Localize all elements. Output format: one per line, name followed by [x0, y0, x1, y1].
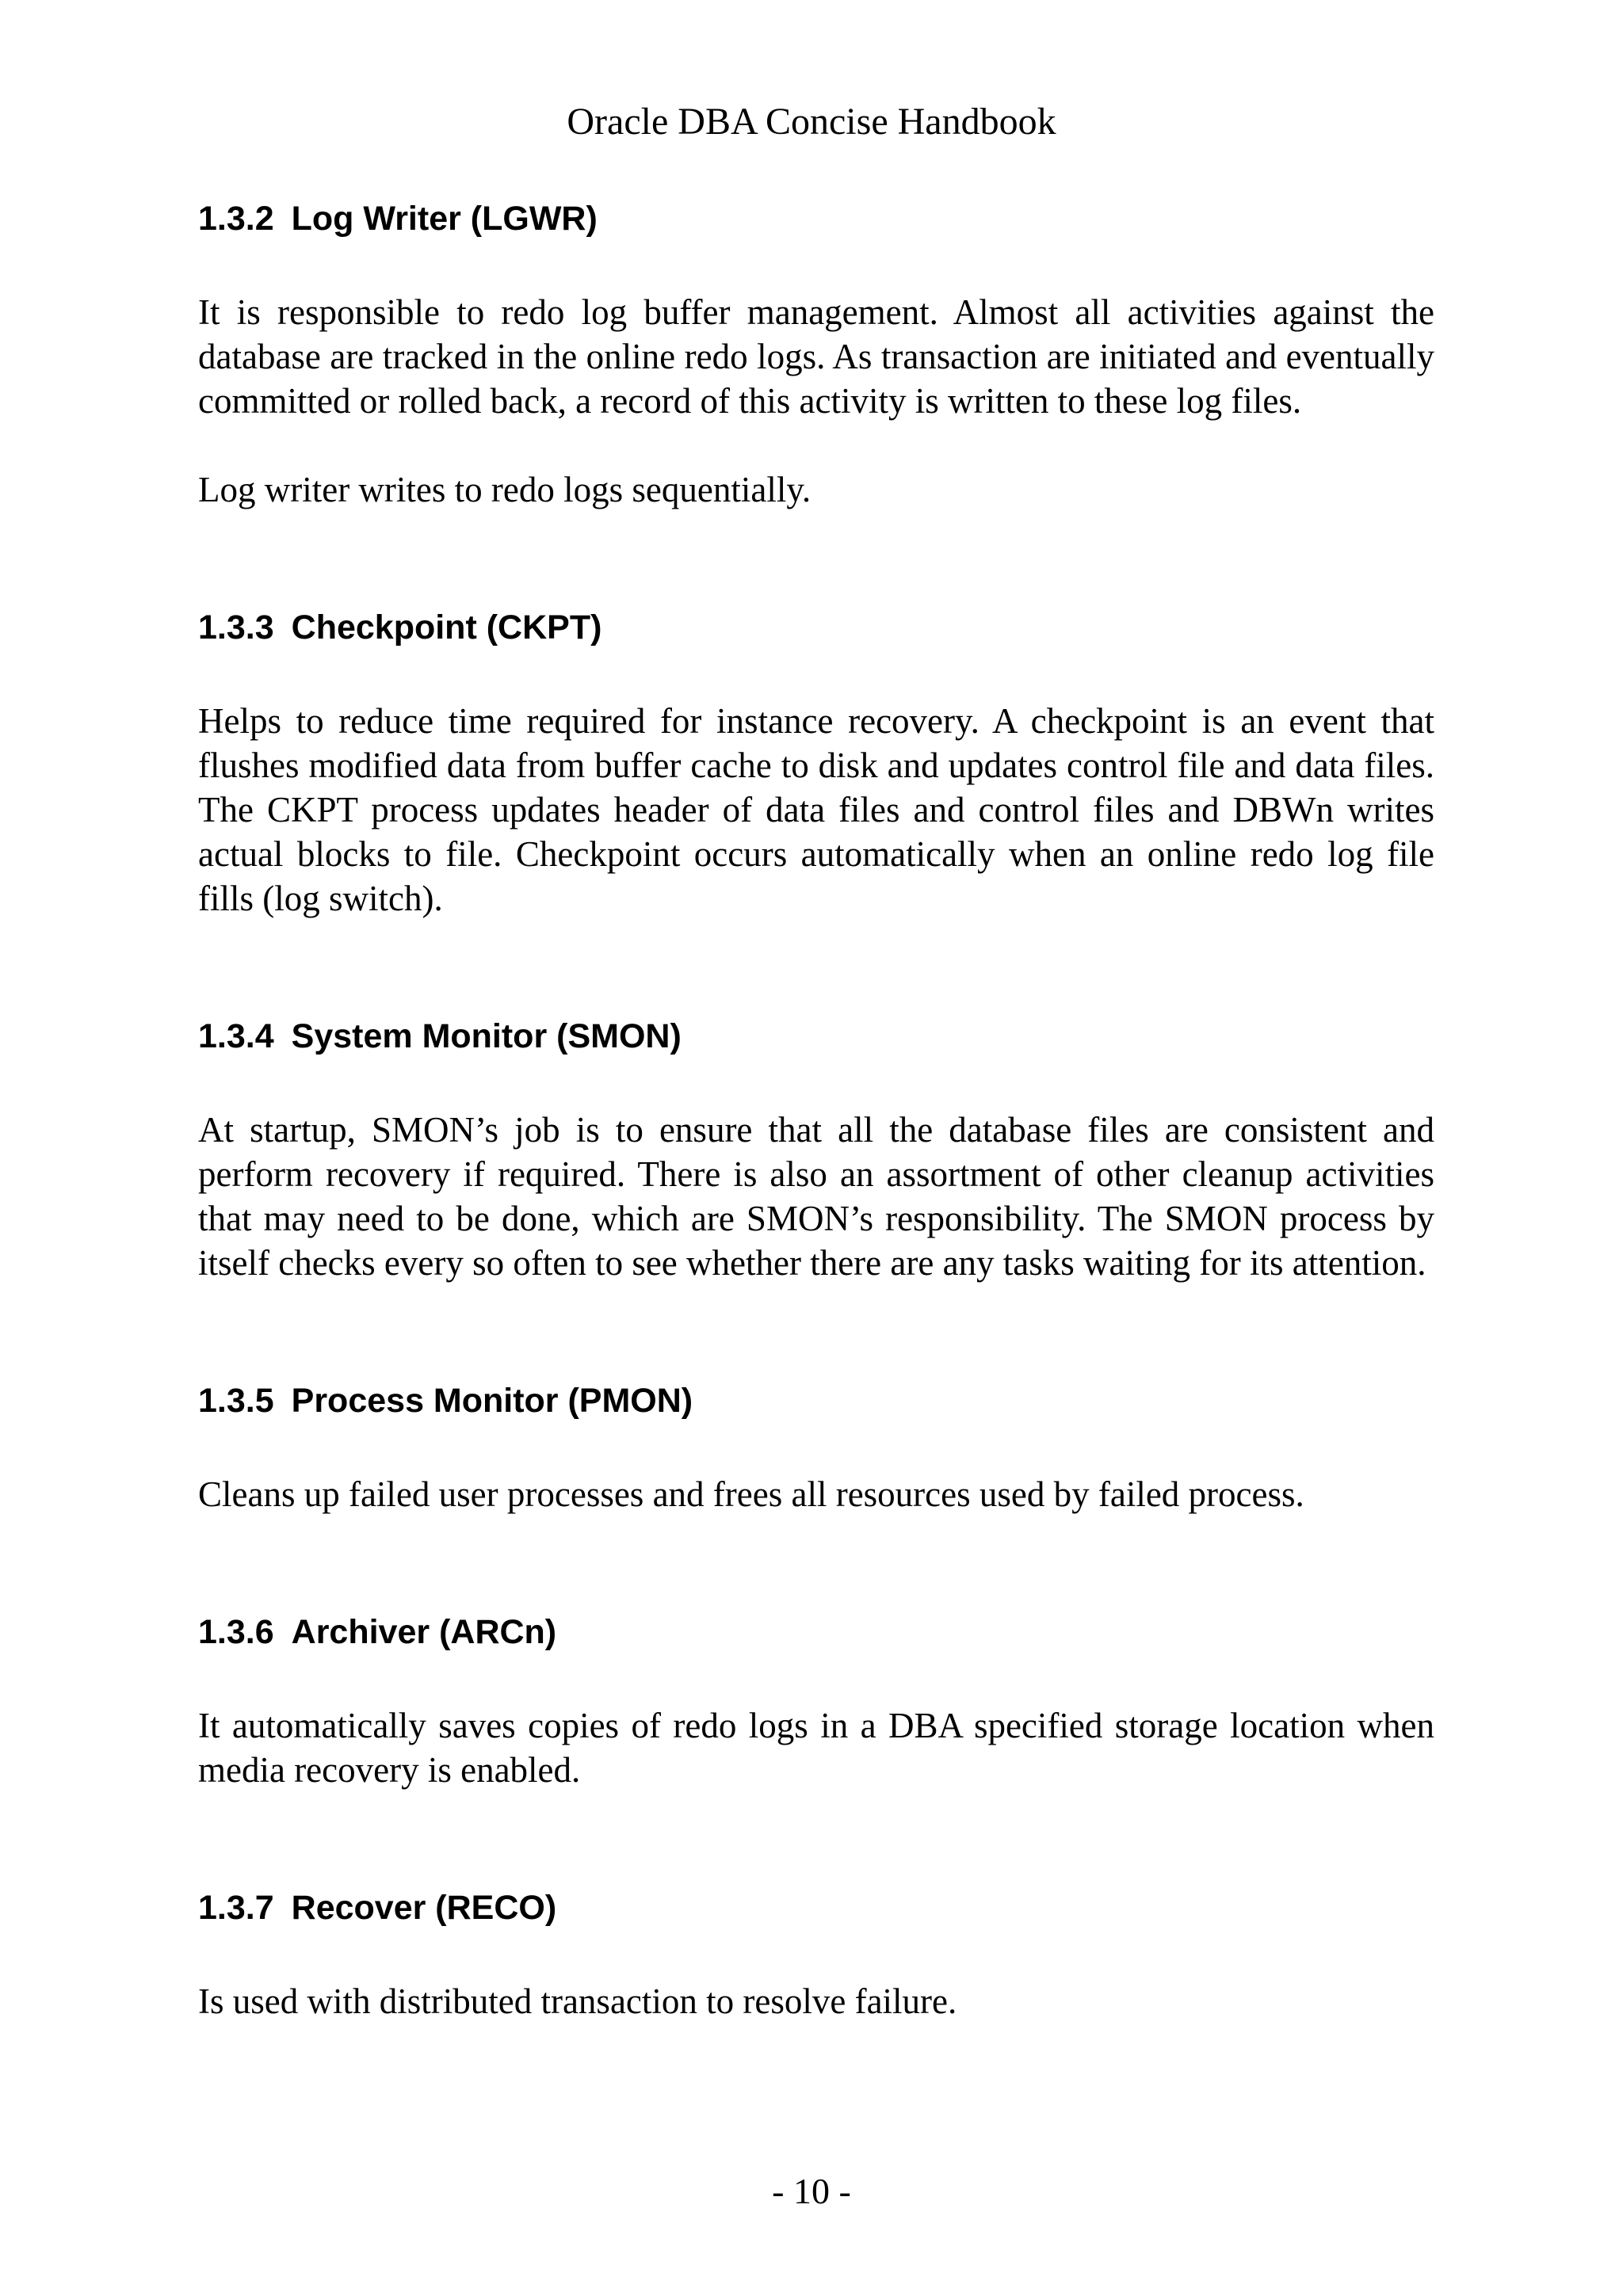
section-process-monitor [198, 1379, 1434, 1516]
section-number: 1.3.2 [198, 200, 274, 238]
section-title: Checkpoint (CKPT) [291, 608, 602, 646]
section-system-monitor [198, 1014, 1434, 1285]
section-heading [198, 1610, 1434, 1654]
section-heading [198, 605, 1434, 650]
section-heading [198, 1379, 1434, 1423]
paragraph: It automatically saves copies of redo logs in a DBA specified storage location when media recovery is enabled. [198, 1706, 1434, 1790]
section-archiver [198, 1610, 1434, 1792]
section-heading [198, 196, 1434, 241]
section-title: Process Monitor (PMON) [291, 1382, 693, 1420]
paragraph: Helps to reduce time required for instance recovery. A checkpoint is an event that flushes modified data from buffer cache to disk and updates control file and data files. The CKPT process updates header of data files and control files and DBWn writes actual blocks to file. Checkpoint occurs automatically when an online redo log file fills (log switch). [198, 701, 1434, 918]
section-title: Recover (RECO) [291, 1889, 557, 1927]
paragraph: At startup, SMON’s job is to ensure that all the database files are consistent and perform recovery if required. There is also an assortment of other cleanup activities that may need to be done, which are SMON’s responsibility. The SMON process by itself checks every so often to see whether there are any tasks waiting for its attention. [198, 1110, 1434, 1283]
paragraph: Log writer writes to redo logs sequentially. [198, 470, 812, 509]
section-number: 1.3.7 [198, 1889, 274, 1927]
section-recover [198, 1886, 1434, 2023]
section-number: 1.3.5 [198, 1382, 274, 1420]
section-log-writer [198, 196, 1434, 512]
section-title: System Monitor (SMON) [291, 1017, 682, 1055]
paragraph: Cleans up failed user processes and frees all resources used by failed process. [198, 1474, 1304, 1514]
section-title: Log Writer (LGWR) [291, 200, 598, 238]
page-number: - 10 - [772, 2171, 851, 2211]
running-header: Oracle DBA Concise Handbook [567, 101, 1056, 143]
paragraph: Is used with distributed transaction to resolve failure. [198, 1981, 957, 2021]
section-number: 1.3.4 [198, 1017, 274, 1055]
section-number: 1.3.3 [198, 608, 274, 646]
section-checkpoint [198, 605, 1434, 921]
paragraph: It is responsible to redo log buffer management. Almost all activities against the database are tracked in the online redo logs. As transaction are initiated and eventually committed or rolled back, a record of this activity is written to these log files. [198, 292, 1434, 421]
section-heading [198, 1886, 1434, 1930]
section-title: Archiver (ARCn) [291, 1613, 557, 1651]
page-body [198, 196, 1434, 2068]
section-number: 1.3.6 [198, 1613, 274, 1651]
section-heading [198, 1014, 1434, 1058]
